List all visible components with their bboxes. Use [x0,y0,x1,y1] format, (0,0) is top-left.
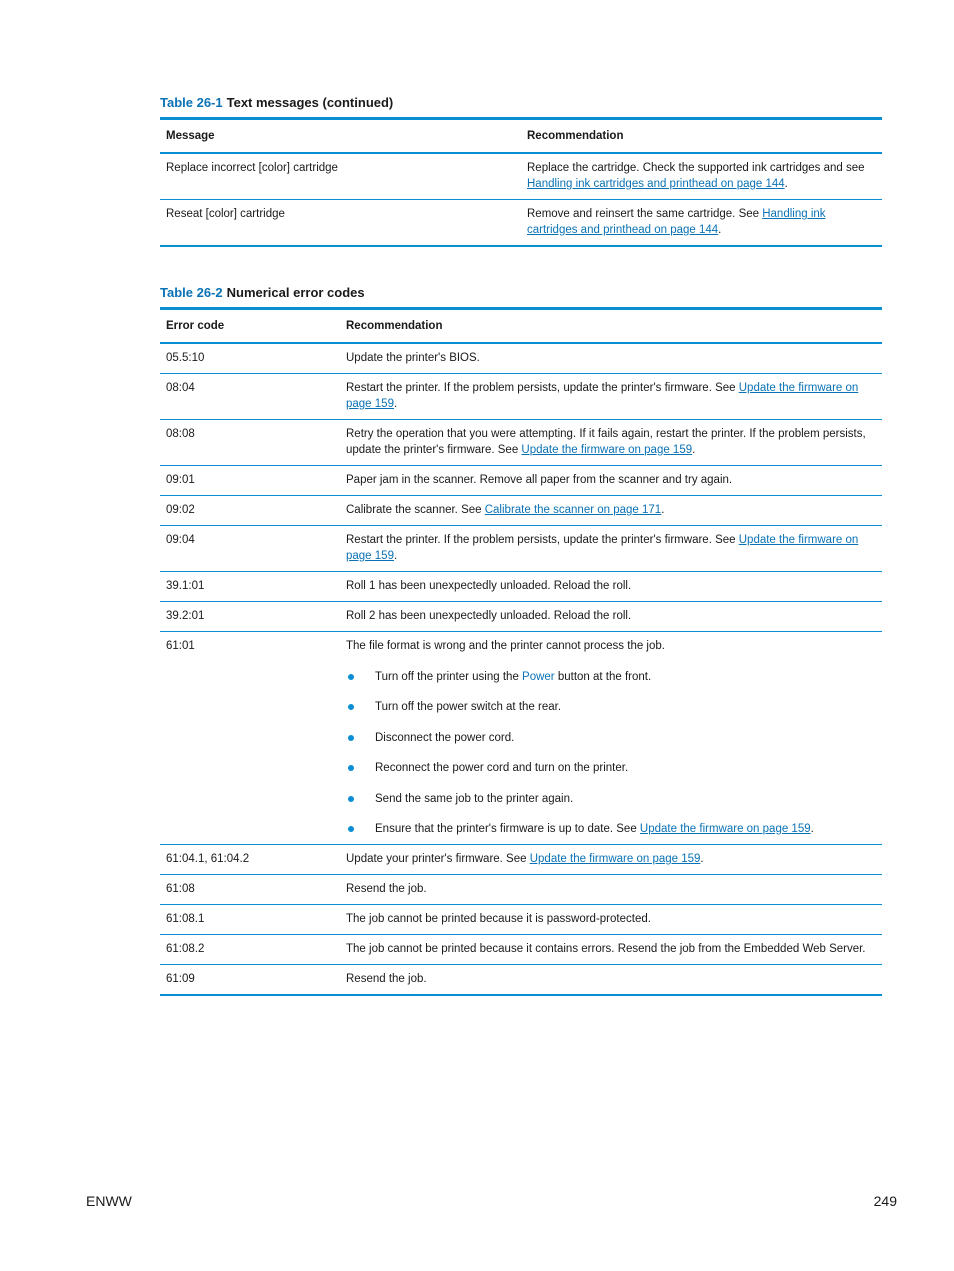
recommendation-text: The job cannot be printed because it contains errors. Resend the job from the Embedded Web Server. [346,943,866,955]
error-code-cell: 09:04 [160,526,340,572]
recommendation-text: Ensure that the printer's firmware is up to date. See [375,823,640,835]
recommendation-cell [521,200,882,247]
cross-reference-link[interactable]: Handling ink cartridges and printhead on page 144 [527,178,785,190]
recommendation-text: Resend the job. [346,883,427,895]
bullet-icon [348,796,354,802]
table1-header-row [160,119,882,154]
list-item [346,730,876,746]
table-row [160,965,882,996]
recommendation-text: Turn off the printer using the [375,670,523,683]
table-row [160,572,882,602]
list-item [346,791,876,807]
recommendation-text: Disconnect the power cord. [375,731,515,744]
table-row [160,374,882,420]
table1-header-recommendation: Recommendation [527,130,624,142]
bullet-icon [348,704,354,710]
recommendation-text: Roll 2 has been unexpectedly unloaded. Reload the roll. [346,610,632,622]
recommendation-text: Resend the job. [346,973,427,985]
table2-caption-number: Table 26-2 [160,285,223,300]
error-code-cell: 61:08 [160,875,340,905]
table2-caption-title: Numerical error codes [226,285,365,300]
recommendation-text: Retry the operation that you were attempting. If it fails again, restart the printer. If the problem persists, update the printer's firmware. See [346,428,866,456]
table-row [160,200,882,247]
list-item [346,669,876,685]
error-code-cell: 08:04 [160,374,340,420]
power-button-label: Power [522,670,555,683]
error-code-cell: 09:01 [160,466,340,496]
recommendation-text: Roll 1 has been unexpectedly unloaded. Reload the roll. [346,580,632,592]
table2-caption [160,285,365,300]
recommendation-text-end: button at the front. [554,670,652,683]
cross-reference-link[interactable]: Update the firmware on page 159 [346,382,859,410]
error-code-cell: 61:04.1, 61:04.2 [160,845,340,875]
error-code-cell: 61:09 [160,965,340,996]
error-code-cell: 61:08.2 [160,935,340,965]
recommendation-cell [340,905,882,935]
table2-header-recommendation: Recommendation [346,320,443,332]
error-code-cell: 61:08.1 [160,905,340,935]
recommendation-text-end: . [661,504,665,516]
table-row [160,496,882,526]
list-item [346,699,876,715]
cross-reference-link[interactable]: Calibrate the scanner on page 171 [484,504,662,516]
recommendation-text: Update your printer's firmware. See [346,853,530,865]
recommendation-text-end: . [692,444,696,456]
page-number: 249 [873,1193,897,1209]
recommendation-cell [340,845,882,875]
cross-reference-link[interactable]: Update the firmware on page 159 [346,534,859,562]
table-row [160,632,882,845]
recommendation-cell [340,632,882,845]
error-code-cell: 39.1:01 [160,572,340,602]
recommendation-cell [340,572,882,602]
text-messages-table [160,117,882,247]
recommendation-text: Turn off the power switch at the rear. [375,701,562,713]
table-row [160,526,882,572]
message-cell: Reseat [color] cartridge [160,200,521,247]
recommendation-text: Update the printer's BIOS. [346,352,480,364]
error-code-cell: 05.5:10 [160,343,340,374]
bullet-icon [348,674,354,680]
recommendation-text: Paper jam in the scanner. Remove all paper from the scanner and try again. [346,474,733,486]
table1-body [160,153,882,246]
table-row [160,905,882,935]
footer-enww: ENWW [86,1193,132,1209]
steps-list [346,669,876,838]
table1-caption-number: Table 26-1 [160,95,223,110]
recommendation-text: The file format is wrong and the printer cannot process the job. [346,640,665,652]
table2-header-row [160,309,882,344]
recommendation-text: Calibrate the scanner. See [346,504,485,516]
recommendation-cell [340,526,882,572]
recommendation-cell [340,496,882,526]
recommendation-cell [340,965,882,996]
recommendation-text: Replace the cartridge. Check the supported ink cartridges and see [527,162,865,174]
message-cell: Replace incorrect [color] cartridge [160,153,521,200]
recommendation-cell [340,420,882,466]
recommendation-text-end: . [810,823,814,835]
recommendation-text-end: . [393,550,398,562]
error-code-cell: 61:01 [160,632,340,845]
recommendation-cell [521,153,882,200]
bullet-icon [348,765,354,771]
recommendation-cell [340,466,882,496]
table-row [160,845,882,875]
recommendation-cell [340,875,882,905]
table2-body [160,343,882,995]
cross-reference-link[interactable]: Update the firmware on page 159 [521,444,693,456]
table-row [160,420,882,466]
table1-caption-title: Text messages (continued) [226,95,394,110]
recommendation-text-end: . [393,398,398,410]
table1-header-message: Message [166,130,215,142]
table1-caption [160,95,393,110]
error-code-cell: 09:02 [160,496,340,526]
table2-header-error-code: Error code [166,320,225,332]
cross-reference-link[interactable]: Update the firmware on page 159 [529,853,701,865]
recommendation-text-end: . [784,178,788,190]
table-row [160,466,882,496]
recommendation-text: Send the same job to the printer again. [375,792,574,805]
recommendation-cell [340,602,882,632]
table-row [160,343,882,374]
bullet-icon [348,735,354,741]
table-row [160,875,882,905]
recommendation-text: Restart the printer. If the problem persists, update the printer's firmware. See [346,382,739,394]
list-item [346,821,876,837]
recommendation-text: Reconnect the power cord and turn on the printer. [375,762,629,774]
error-code-cell: 39.2:01 [160,602,340,632]
recommendation-cell [340,343,882,374]
recommendation-text: Restart the printer. If the problem persists, update the printer's firmware. See [346,534,739,546]
cross-reference-link[interactable]: Handling ink cartridges and printhead on page 144 [527,208,826,236]
table-row [160,153,882,200]
list-item [346,760,876,776]
recommendation-cell [340,374,882,420]
error-code-cell: 08:08 [160,420,340,466]
table-row [160,602,882,632]
recommendation-text: Remove and reinsert the same cartridge. See [527,208,763,220]
cross-reference-link[interactable]: Update the firmware on page 159 [639,823,811,835]
table-row [160,935,882,965]
bullet-icon [348,826,354,832]
recommendation-cell [340,935,882,965]
numerical-error-codes-table [160,307,882,996]
recommendation-text: The job cannot be printed because it is password-protected. [346,913,651,925]
recommendation-text-end: . [718,224,722,236]
recommendation-text-end: . [700,853,704,865]
